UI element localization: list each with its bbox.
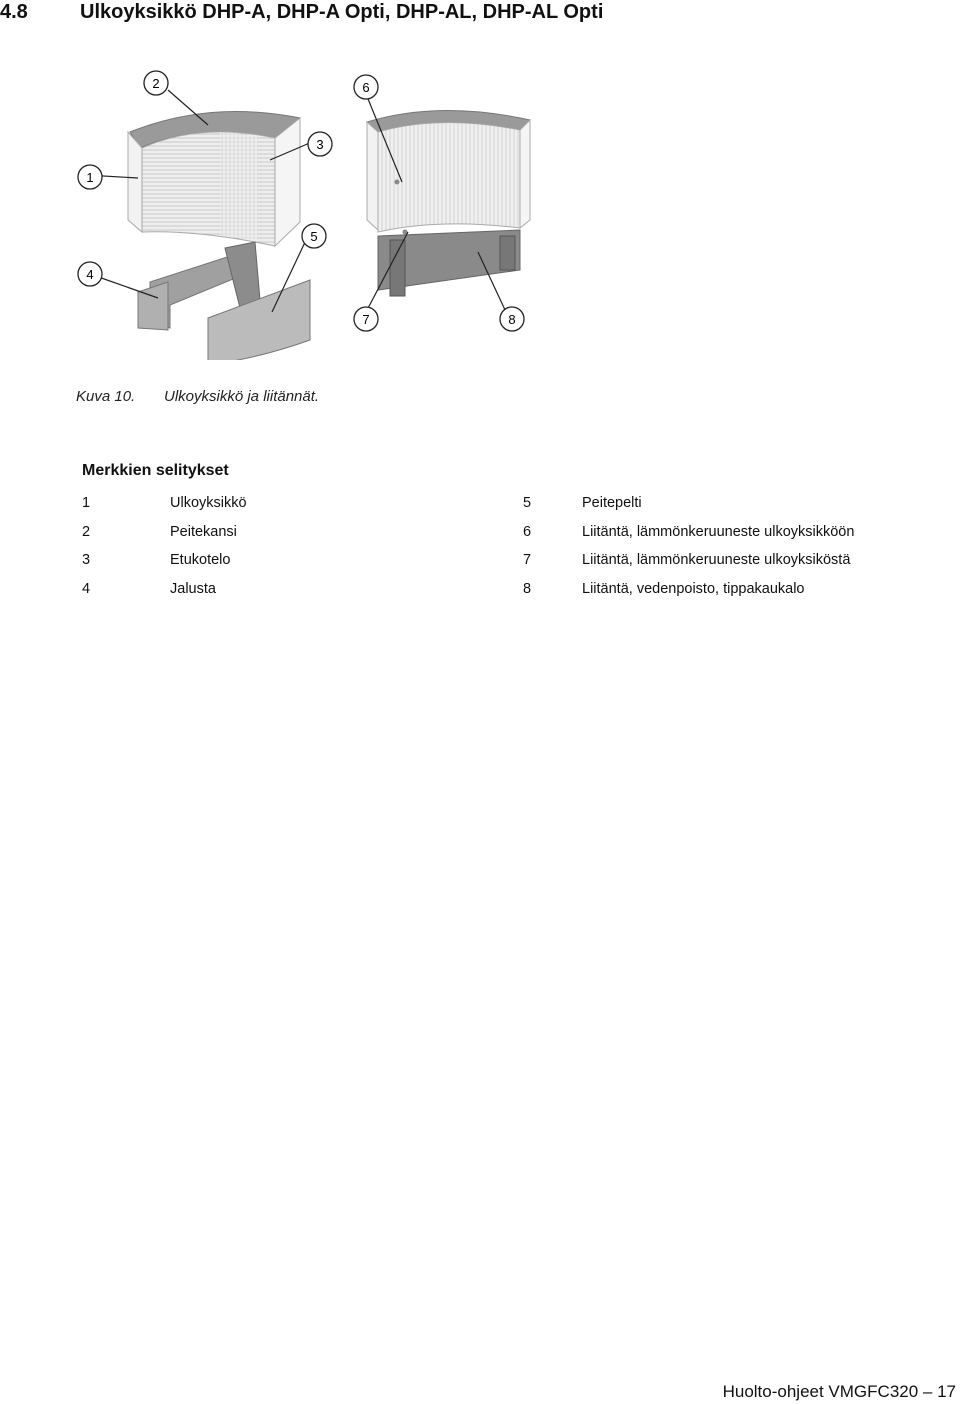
legend-item-number: 3 <box>82 552 91 568</box>
callout-2 <box>144 71 168 95</box>
legend-item-number: 1 <box>82 495 91 511</box>
legend-item-text: Peitepelti <box>582 495 642 511</box>
callout-7 <box>354 307 378 331</box>
legend-item-text: Liitäntä, lämmönkeruuneste ulkoyksikköön <box>582 524 855 540</box>
legend-title: Merkkien selitykset <box>82 462 229 479</box>
unit-assembled-right <box>367 110 530 296</box>
section-title: Ulkoyksikkö DHP-A, DHP-A Opti, DHP-AL, DHP-AL Opti <box>80 1 604 23</box>
svg-text:7: 7 <box>362 312 370 327</box>
legend-item-text: Peitekansi <box>170 524 237 540</box>
legend-item-text: Liitäntä, lämmönkeruuneste ulkoyksiköstä <box>582 552 851 568</box>
svg-text:4: 4 <box>86 267 94 282</box>
unit-exploded-left <box>128 112 310 360</box>
outdoor-unit-illustration <box>60 60 580 360</box>
section-heading <box>0 0 960 30</box>
legend-item-number: 4 <box>82 581 91 597</box>
svg-text:1: 1 <box>86 170 94 185</box>
svg-text:5: 5 <box>310 229 318 244</box>
legend-item-text: Etukotelo <box>170 552 231 568</box>
page-footer: Huolto-ohjeet VMGFC320 – 17 <box>722 1382 956 1401</box>
svg-text:8: 8 <box>508 312 516 327</box>
outdoor-unit-figure <box>60 60 580 360</box>
legend-item-number: 8 <box>523 581 532 597</box>
legend-item-number: 6 <box>523 524 532 540</box>
legend-list <box>82 495 942 615</box>
callout-5 <box>302 224 326 248</box>
callout-8 <box>500 307 524 331</box>
legend-item-number: 5 <box>523 495 532 511</box>
caption-text: Ulkoyksikkö ja liitännät. <box>164 388 320 405</box>
svg-text:6: 6 <box>362 80 370 95</box>
callout-1 <box>78 165 102 189</box>
callout-4 <box>78 262 102 286</box>
section-number: 4.8 <box>0 1 28 23</box>
svg-text:2: 2 <box>152 76 160 91</box>
caption-label: Kuva 10. <box>76 388 136 405</box>
callout-6 <box>354 75 378 99</box>
svg-text:3: 3 <box>316 137 324 152</box>
legend-item-text: Jalusta <box>170 581 216 597</box>
legend-item-text: Ulkoyksikkö <box>170 495 247 511</box>
legend-item-number: 7 <box>523 552 532 568</box>
legend-item-text: Liitäntä, vedenpoisto, tippakaukalo <box>582 581 805 597</box>
callout-3 <box>308 132 332 156</box>
legend-item-number: 2 <box>82 524 91 540</box>
